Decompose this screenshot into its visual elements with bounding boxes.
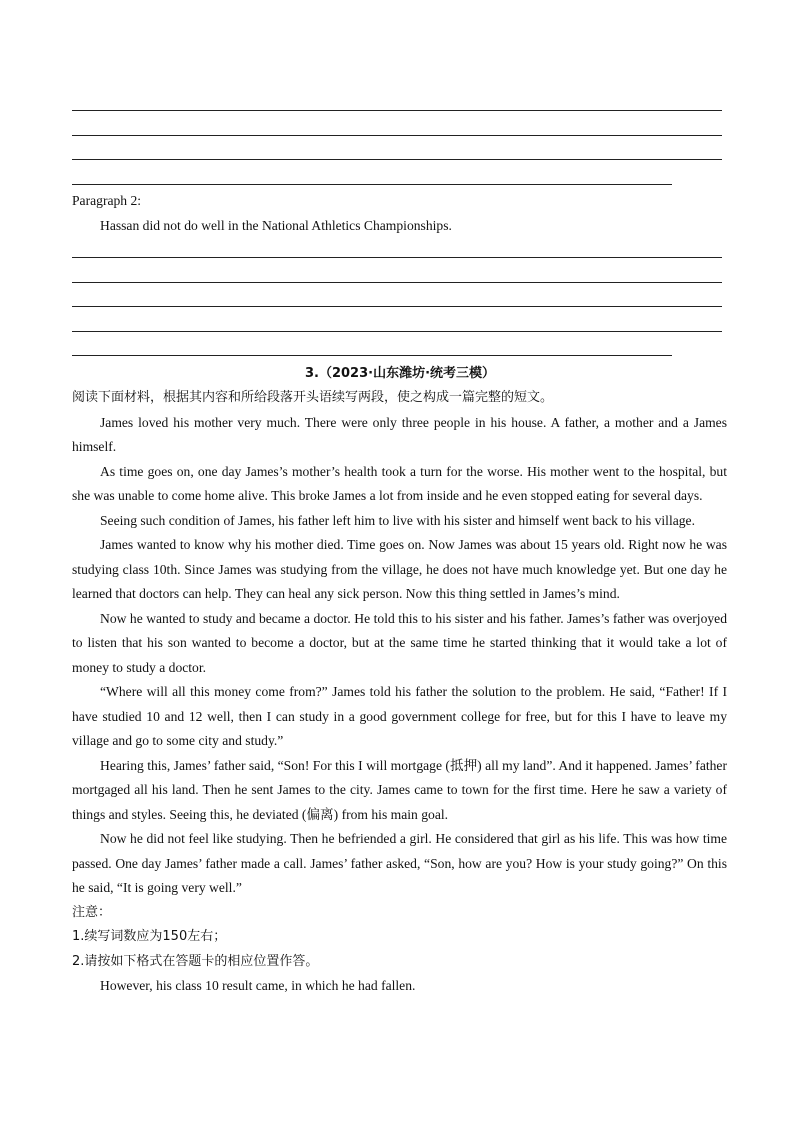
- story-paragraph: James wanted to know why his mother died. Time goes on. Now James was about 15 years old. Right now he was studying class 10th. Since James was studying from the village, he does not have much knowledge yet. But one day he learned that doctors can help. They can heal any sick person. Now this thing settled in James’s mind.: [72, 537, 727, 601]
- paragraph2-opening: Hassan did not do well in the National Athletics Championships.: [100, 218, 452, 233]
- notes-label: 注意：: [72, 904, 112, 920]
- story-paragraph: “Where will all this money come from?” James told his father the solution to the problem. He said, “Father! If I have studied 10 and 12 well, then I can study in a good government college for free, but for this I have to leave my village and go to some city and study.”: [72, 684, 727, 748]
- story-paragraph: Hearing this, James’ father said, “Son! For this I will mortgage (抵押) all my land”. And it happened. James’ father mortgaged all his land. Then he sent James to the city. James came to town for the first time. Here he saw a variety of things and styles. Seeing this, he deviated (偏离) from his main goal.: [72, 757, 727, 822]
- writing-line[interactable]: [72, 257, 722, 258]
- note-item: 2.请按如下格式在答题卡的相应位置作答。: [72, 953, 319, 969]
- question-heading: 3.（2023·山东潍坊·统考三模）: [304, 366, 496, 381]
- writing-line[interactable]: [72, 355, 672, 356]
- writing-line[interactable]: [72, 184, 672, 185]
- story-paragraph: As time goes on, one day James’s mother’s health took a turn for the worse. His mother went to the hospital, but she was unable to come home alive. This broke James a lot from inside and he even stopped eating for several days.: [72, 463, 727, 503]
- note-item: 1.续写词数应为150左右；: [72, 929, 227, 944]
- writing-line[interactable]: [72, 331, 722, 332]
- writing-line[interactable]: [72, 135, 722, 136]
- story-paragraph: Seeing such condition of James, his father left him to live with his sister and himself went back to his village.: [100, 512, 695, 528]
- question-body: [72, 386, 727, 999]
- continuation-opening: However, his class 10 result came, in which he had fallen.: [100, 978, 416, 993]
- writing-line[interactable]: [72, 282, 722, 283]
- story-paragraph: Now he wanted to study and became a doctor. He told this to his sister and his father. James’s father was overjoyed to listen that his son wanted to become a doctor, but at the same time he started thinking that it would take a lot of money to study a doctor.: [72, 610, 727, 675]
- paragraph2-label: Paragraph 2:: [72, 193, 142, 208]
- story-paragraph: Now he did not feel like studying. Then he befriended a girl. He considered that girl as his life. This was how time passed. One day James’ father made a call. James’ father asked, “Son, how are you? How is your study going?” On this he said, “It is going very well.”: [72, 831, 727, 895]
- writing-line[interactable]: [72, 159, 722, 160]
- writing-line[interactable]: [72, 306, 722, 307]
- instruction: 阅读下面材料，根据其内容和所给段落开头语续写两段，使之构成一篇完整的短文。: [72, 390, 554, 405]
- story-paragraph: James loved his mother very much. There were only three people in his house. A father, a mother and a James himself.: [72, 414, 727, 454]
- writing-line[interactable]: [72, 110, 722, 111]
